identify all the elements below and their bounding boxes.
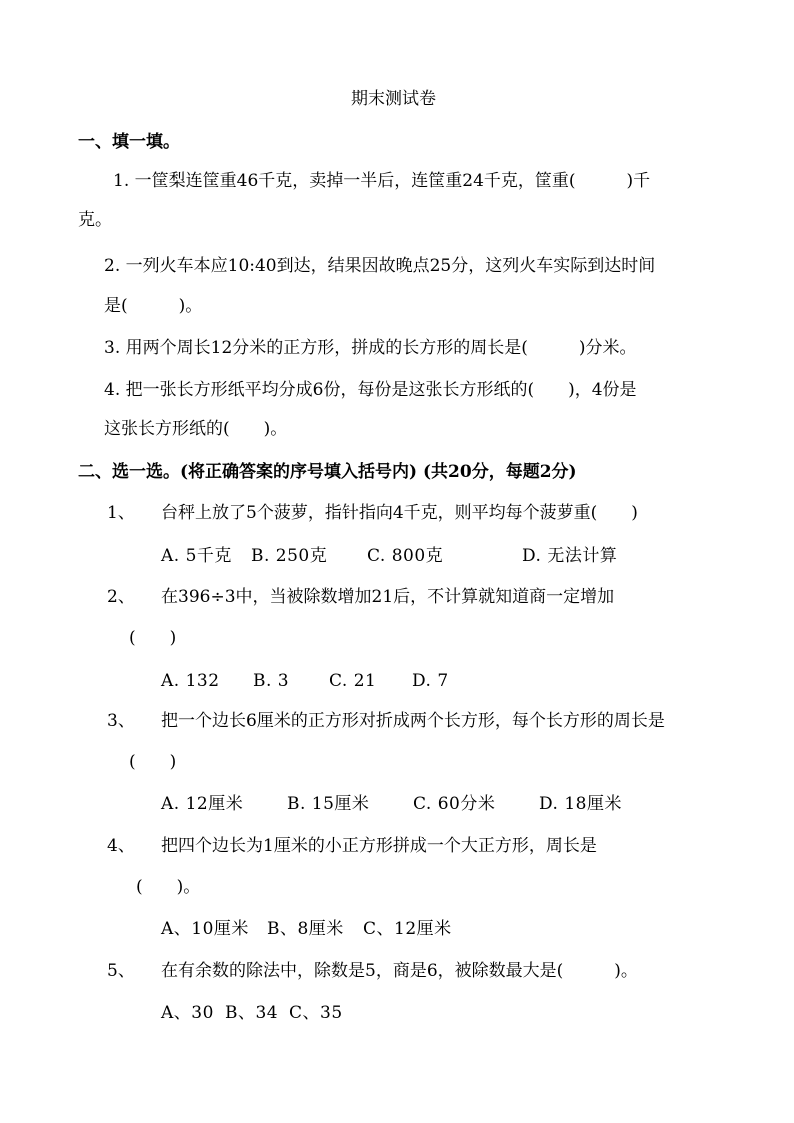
fill-question-2-line-2: 是( )。 [104,296,203,316]
option-d[interactable]: D. 无法计算 [522,546,618,566]
choice-question-5-options [161,1003,343,1023]
choice-question-1-text: 台秤上放了5个菠萝，指针指向4千克，则平均每个菠萝重( ) [161,503,638,523]
option-d[interactable]: D. 7 [412,671,449,691]
option-c[interactable]: C、35 [289,1003,343,1023]
fill-question-4-line-2: 这张长方形纸的( )。 [104,419,288,439]
option-d[interactable]: D. 18厘米 [539,794,622,814]
choice-question-3-bracket: ( ) [129,752,177,772]
fill-question-3-line-1: 3. 用两个周长12分米的正方形，拼成的长方形的周长是( )分米。 [104,338,637,358]
choice-question-2-options [161,671,449,691]
section-heading-fill: 一、填一填。 [78,132,180,152]
choice-question-5-text: 在有余数的除法中，除数是5，商是6，被除数最大是( )。 [161,961,638,981]
option-c[interactable]: C、12厘米 [363,919,452,939]
option-a[interactable]: A. 12厘米 [161,794,244,814]
choice-question-3-text: 把一个边长6厘米的正方形对折成两个长方形，每个长方形的周长是 [161,711,665,731]
section-heading-choice: 二、选一选。(将正确答案的序号填入括号内) (共20分，每题2分) [78,462,577,482]
option-a[interactable]: A、30 [161,1003,214,1023]
option-b[interactable]: B. 250克 [251,546,328,566]
choice-question-1-options [161,546,617,566]
option-b[interactable]: B、8厘米 [267,919,344,939]
choice-question-2-bracket: ( ) [129,628,177,648]
option-b[interactable]: B、34 [225,1003,279,1023]
choice-question-5-number: 5、 [107,961,135,981]
option-b[interactable]: B. 3 [253,671,290,691]
choice-question-4-bracket: ( )。 [136,877,201,897]
option-a[interactable]: A. 132 [161,671,220,691]
choice-question-1-number: 1、 [107,503,135,523]
choice-question-4-number: 4、 [107,836,135,856]
option-c[interactable]: C. 800克 [367,546,444,566]
choice-question-4-options [161,919,452,939]
choice-question-2-text: 在396÷3中，当被除数增加21后，不计算就知道商一定增加 [161,587,615,607]
fill-question-4-line-1: 4. 把一张长方形纸平均分成6份，每份是这张长方形纸的( )，4份是 [104,380,637,400]
option-c[interactable]: C. 21 [329,671,377,691]
fill-question-1-line-1: 1. 一筐梨连筐重46千克，卖掉一半后，连筐重24千克，筐重( )千 [113,171,651,191]
choice-question-2-number: 2、 [107,587,135,607]
fill-question-1-line-2: 克。 [78,210,112,230]
page-title: 期末测试卷 [351,89,436,109]
choice-question-3-options [161,794,622,814]
choice-question-4-text: 把四个边长为1厘米的小正方形拼成一个大正方形，周长是 [161,836,597,856]
option-a[interactable]: A、10厘米 [161,919,249,939]
option-b[interactable]: B. 15厘米 [287,794,370,814]
option-c[interactable]: C. 60分米 [413,794,496,814]
choice-question-3-number: 3、 [107,711,135,731]
option-a[interactable]: A. 5千克 [161,546,232,566]
fill-question-2-line-1: 2. 一列火车本应10:40到达，结果因故晚点25分，这列火车实际到达时间 [104,256,656,276]
